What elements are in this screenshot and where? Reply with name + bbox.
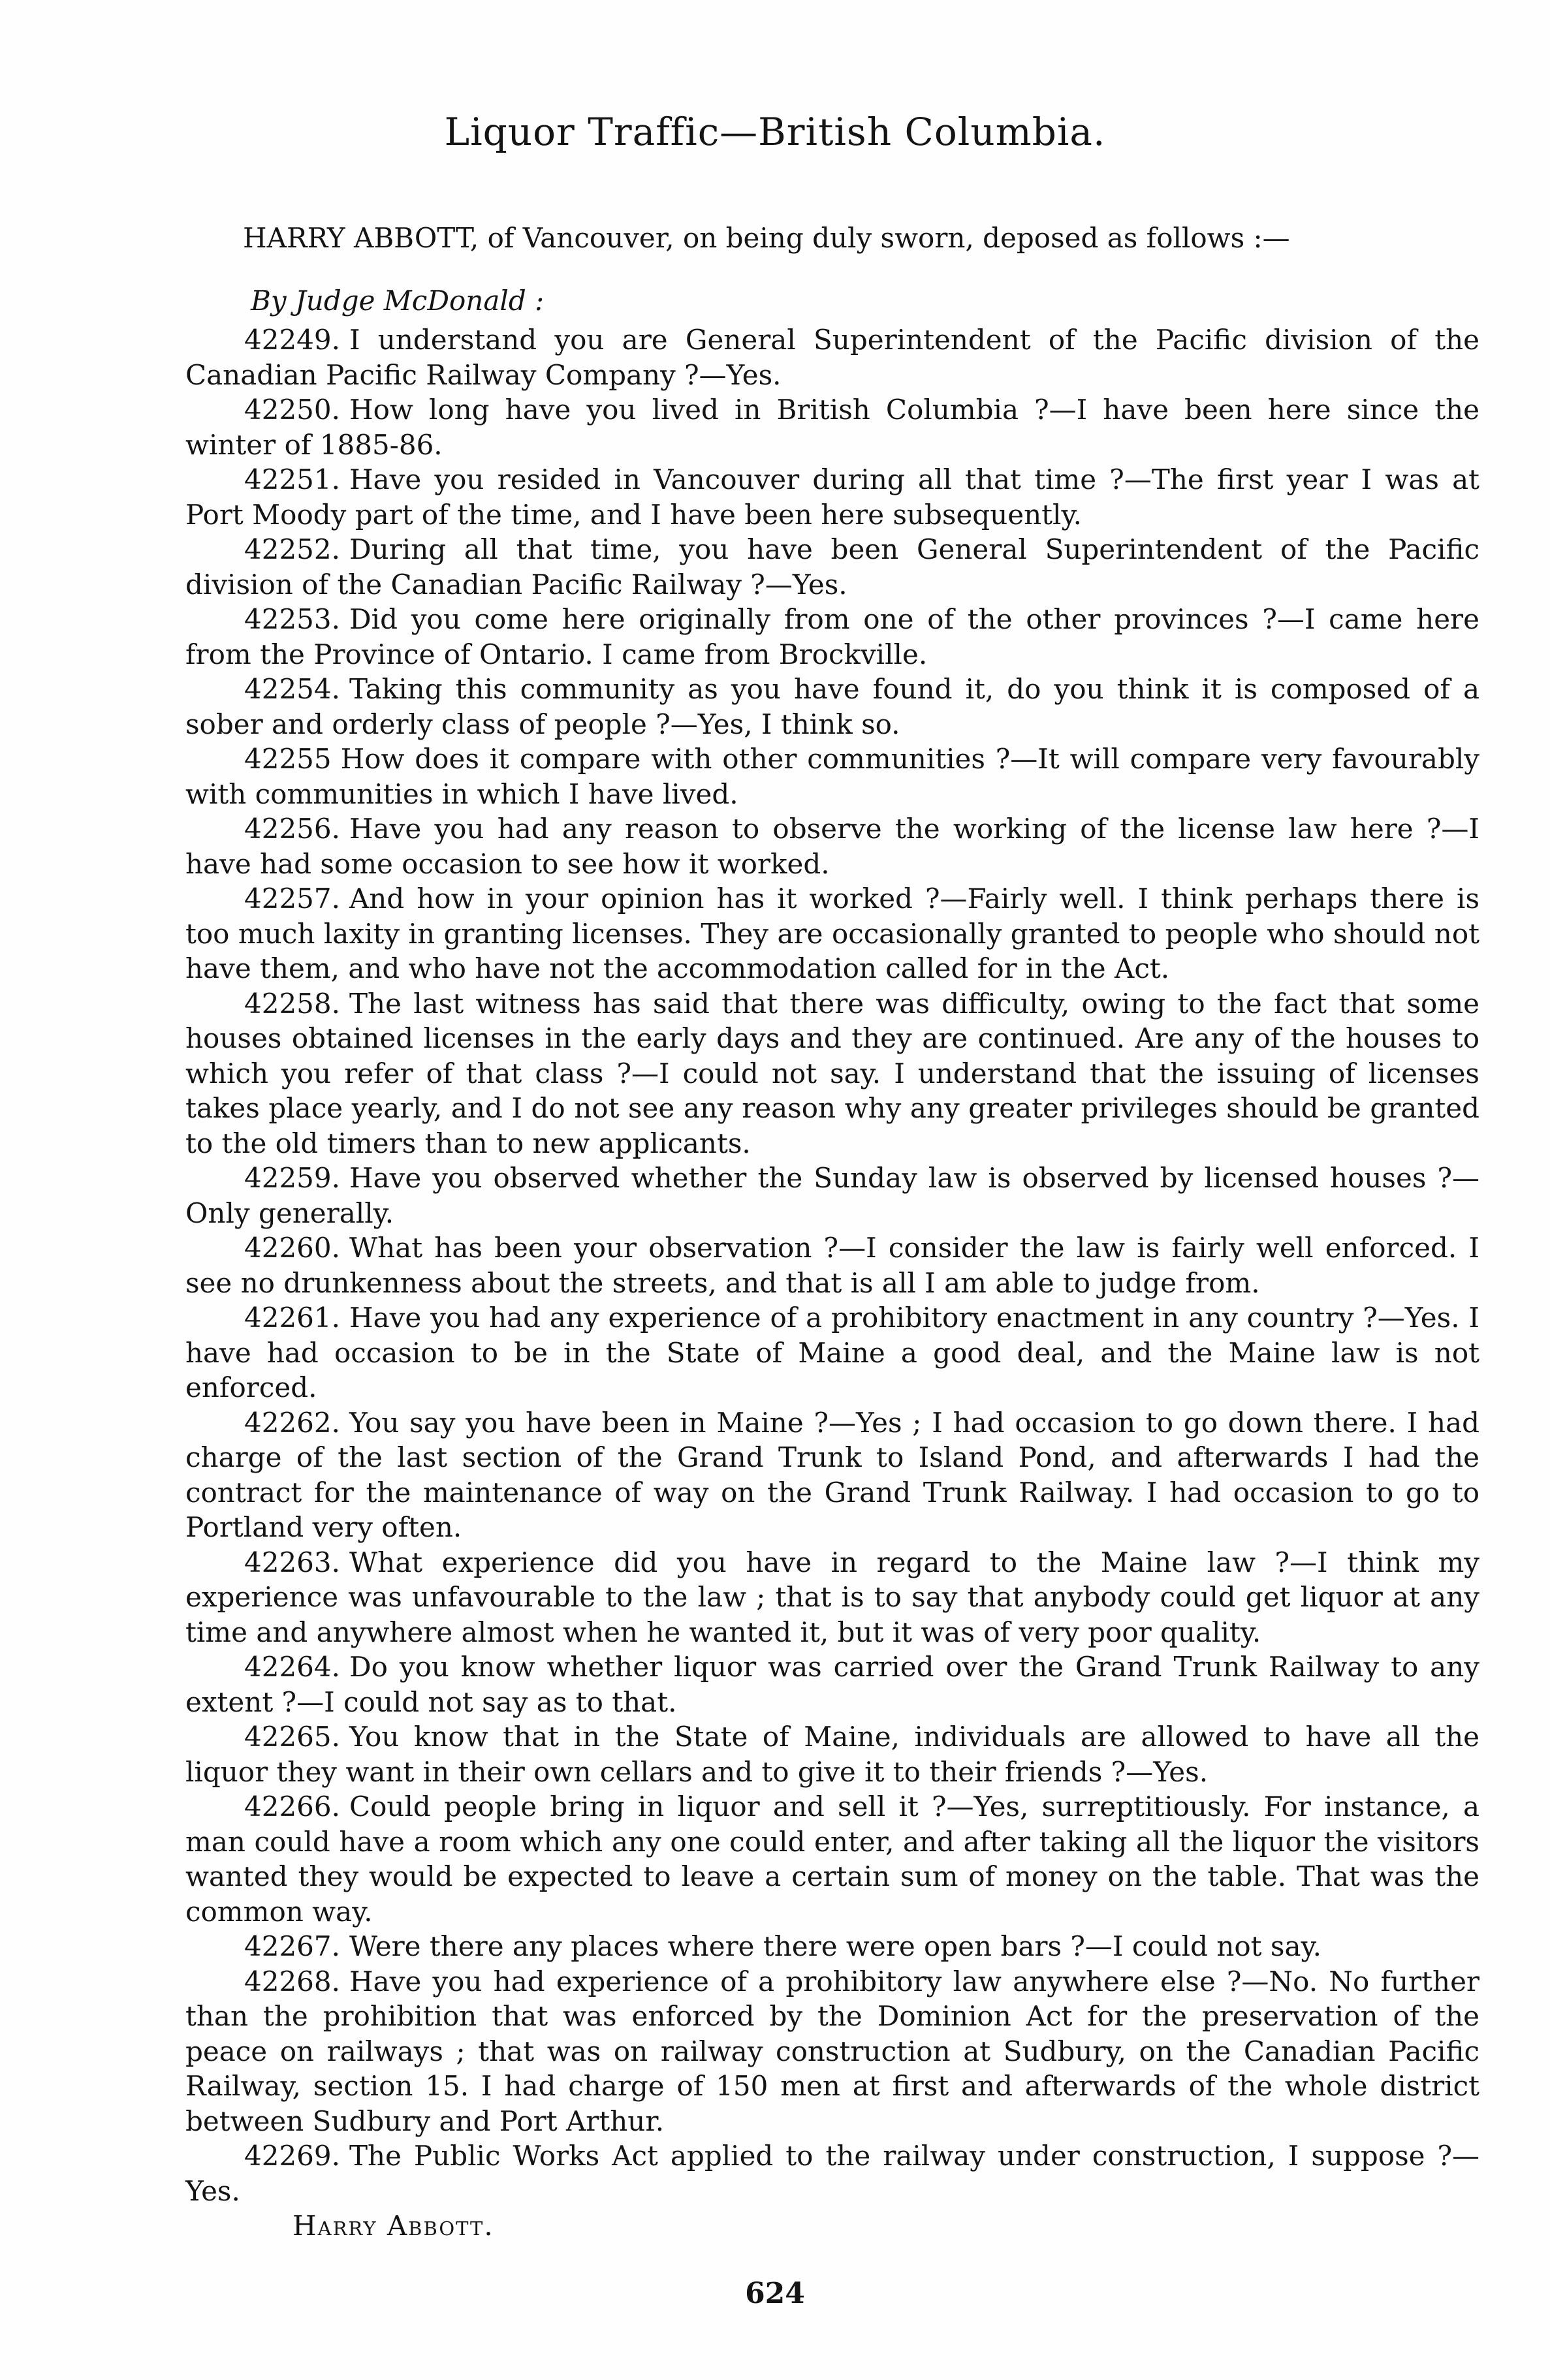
testimony-body <box>185 322 1479 2244</box>
question-number: 42253. <box>244 603 340 635</box>
testimony-entry <box>185 1650 1479 1719</box>
page-number: 624 <box>745 2277 805 2310</box>
question-number: 42268. <box>244 1965 340 1997</box>
testimony-entry <box>185 1545 1479 1650</box>
testimony-entry <box>185 1405 1479 1545</box>
testimony-entry <box>185 532 1479 602</box>
question-answer-text: Have you resided in Vancouver during all that time ?—The first year I was at Port Moody part of the time, and I have been here subsequently. <box>185 463 1479 531</box>
question-answer-text: Have you observed whether the Sunday law is observed by licensed houses ?—Only generally. <box>185 1162 1479 1229</box>
question-number: 42258. <box>244 987 340 1020</box>
question-number: 42252. <box>244 533 340 565</box>
testimony-entry <box>185 1964 1479 2139</box>
testimony-entry <box>185 2138 1479 2208</box>
question-answer-text: Did you come here originally from one of the other provinces ?—I came here from the Province of Ontario. I came from Brockville. <box>185 603 1479 670</box>
question-number: 42249. <box>244 324 340 356</box>
question-number: 42259. <box>244 1162 340 1194</box>
question-answer-text: You say you have been in Maine ?—Yes ; I had occasion to go down there. I had charge of the last section of the Grand Trunk to Island Pond, and afterwards I had the contract for the maintenance of way on the Grand Trunk Railway. I had occasion to go to Portland very often. <box>185 1406 1479 1543</box>
question-number: 42262. <box>244 1406 340 1439</box>
question-number: 42254. <box>244 673 340 705</box>
question-number: 42265. <box>244 1721 340 1753</box>
question-number: 42260. <box>244 1232 340 1264</box>
question-answer-text: You know that in the State of Maine, individuals are allowed to have all the liquor they want in their own cellars and to give it to their friends ?—Yes. <box>185 1721 1479 1788</box>
question-answer-text: Have you had any reason to observe the working of the license law here ?—I have had some occasion to see how it worked. <box>185 813 1479 880</box>
testimony-entry <box>185 742 1479 811</box>
testimony-entry <box>185 811 1479 881</box>
question-number: 42251. <box>244 463 340 495</box>
question-answer-text: The last witness has said that there was difficulty, owing to the fact that some houses obtained licenses in the early days and they are continued. Are any of the houses to which you refer of that class ?—I could not say. I understand that the issuing of licenses takes place yearly, and I do not see any reason why any greater privileges should be granted to the old timers than to new applicants. <box>185 987 1479 1159</box>
testimony-entry <box>185 881 1479 986</box>
question-answer-text: Do you know whether liquor was carried over the Grand Trunk Railway to any extent ?—I could not say as to that. <box>185 1651 1479 1718</box>
question-answer-text: What experience did you have in regard to the Maine law ?—I think my experience was unfavourable to the law ; that is to say that anybody could get liquor at any time and anywhere almost when he wanted it, but it was of very poor quality. <box>185 1546 1479 1648</box>
question-number: 42264. <box>244 1651 340 1683</box>
question-answer-text: Taking this community as you have found it, do you think it is composed of a sober and orderly class of people ?—Yes, I think so. <box>185 673 1479 740</box>
testimony-entry <box>185 322 1479 392</box>
examiner-heading: By Judge McDonald : <box>251 285 545 317</box>
testimony-entry <box>185 986 1479 1161</box>
question-answer-text: How does it compare with other communities ?—It will compare very favourably with communities in which I have lived. <box>185 743 1479 810</box>
testimony-entry <box>185 672 1479 742</box>
question-number: 42263. <box>244 1546 340 1578</box>
question-answer-text: Were there any places where there were open bars ?—I could not say. <box>349 1930 1321 1962</box>
question-answer-text: And how in your opinion has it worked ?—Fairly well. I think perhaps there is too much laxity in granting licenses. They are occasionally granted to people who should not have them, and who have not the accommodation called for in the Act. <box>185 883 1479 984</box>
question-answer-text: Have you had experience of a prohibitory law anywhere else ?—No. No further than the prohibition that was enforced by the Dominion Act for the preservation of the peace on railways ; that was on railway construction at Sudbury, on the Canadian Pacific Railway, section 15. I had charge of 150 men at first and afterwards of the whole district between Sudbury and Port Arthur. <box>185 1965 1479 2137</box>
testimony-entry <box>185 1719 1479 1789</box>
question-answer-text: How long have you lived in British Columbia ?—I have been here since the winter of 1885-86. <box>185 394 1479 461</box>
question-answer-text: Could people bring in liquor and sell it ?—Yes, surreptitiously. For instance, a man could have a room which any one could enter, and after taking all the liquor the visitors wanted they would be expected to leave a certain sum of money on the table. That was the common way. <box>185 1791 1479 1928</box>
page-title: Liquor Traffic—British Columbia. <box>444 110 1106 154</box>
witness-signature: Harry Abbott. <box>293 2210 494 2242</box>
question-number: 42266. <box>244 1791 340 1823</box>
testimony-entry <box>185 602 1479 672</box>
testimony-entry <box>185 1161 1479 1230</box>
question-number: 42261. <box>244 1302 340 1334</box>
question-answer-text: I understand you are General Superintendent of the Pacific division of the Canadian Pacific Railway Company ?—Yes. <box>185 324 1479 391</box>
testimony-entry <box>185 462 1479 532</box>
question-number: 42256. <box>244 813 340 845</box>
question-number: 42267. <box>244 1930 340 1962</box>
question-answer-text: The Public Works Act applied to the railway under construction, I suppose ?—Yes. <box>185 2140 1479 2207</box>
testimony-entry <box>185 1789 1479 1929</box>
question-number: 42269. <box>244 2140 340 2172</box>
deponent-intro: HARRY ABBOTT, of Vancouver, on being duly sworn, deposed as follows :— <box>243 222 1290 254</box>
question-number: 42257. <box>244 883 340 915</box>
question-number: 42250. <box>244 394 340 426</box>
testimony-entry <box>185 1230 1479 1300</box>
testimony-entry <box>185 1300 1479 1405</box>
question-number: 42255 <box>244 743 332 775</box>
question-answer-text: During all that time, you have been General Superintendent of the Pacific division of the Canadian Pacific Railway ?—Yes. <box>185 533 1479 601</box>
testimony-entry <box>185 392 1479 462</box>
question-answer-text: What has been your observation ?—I consider the law is fairly well enforced. I see no drunkenness about the streets, and that is all I am able to judge from. <box>185 1232 1479 1299</box>
question-answer-text: Have you had any experience of a prohibitory enactment in any country ?—Yes. I have had occasion to be in the State of Maine a good deal, and the Maine law is not enforced. <box>185 1302 1479 1403</box>
testimony-entry <box>185 1929 1479 1964</box>
